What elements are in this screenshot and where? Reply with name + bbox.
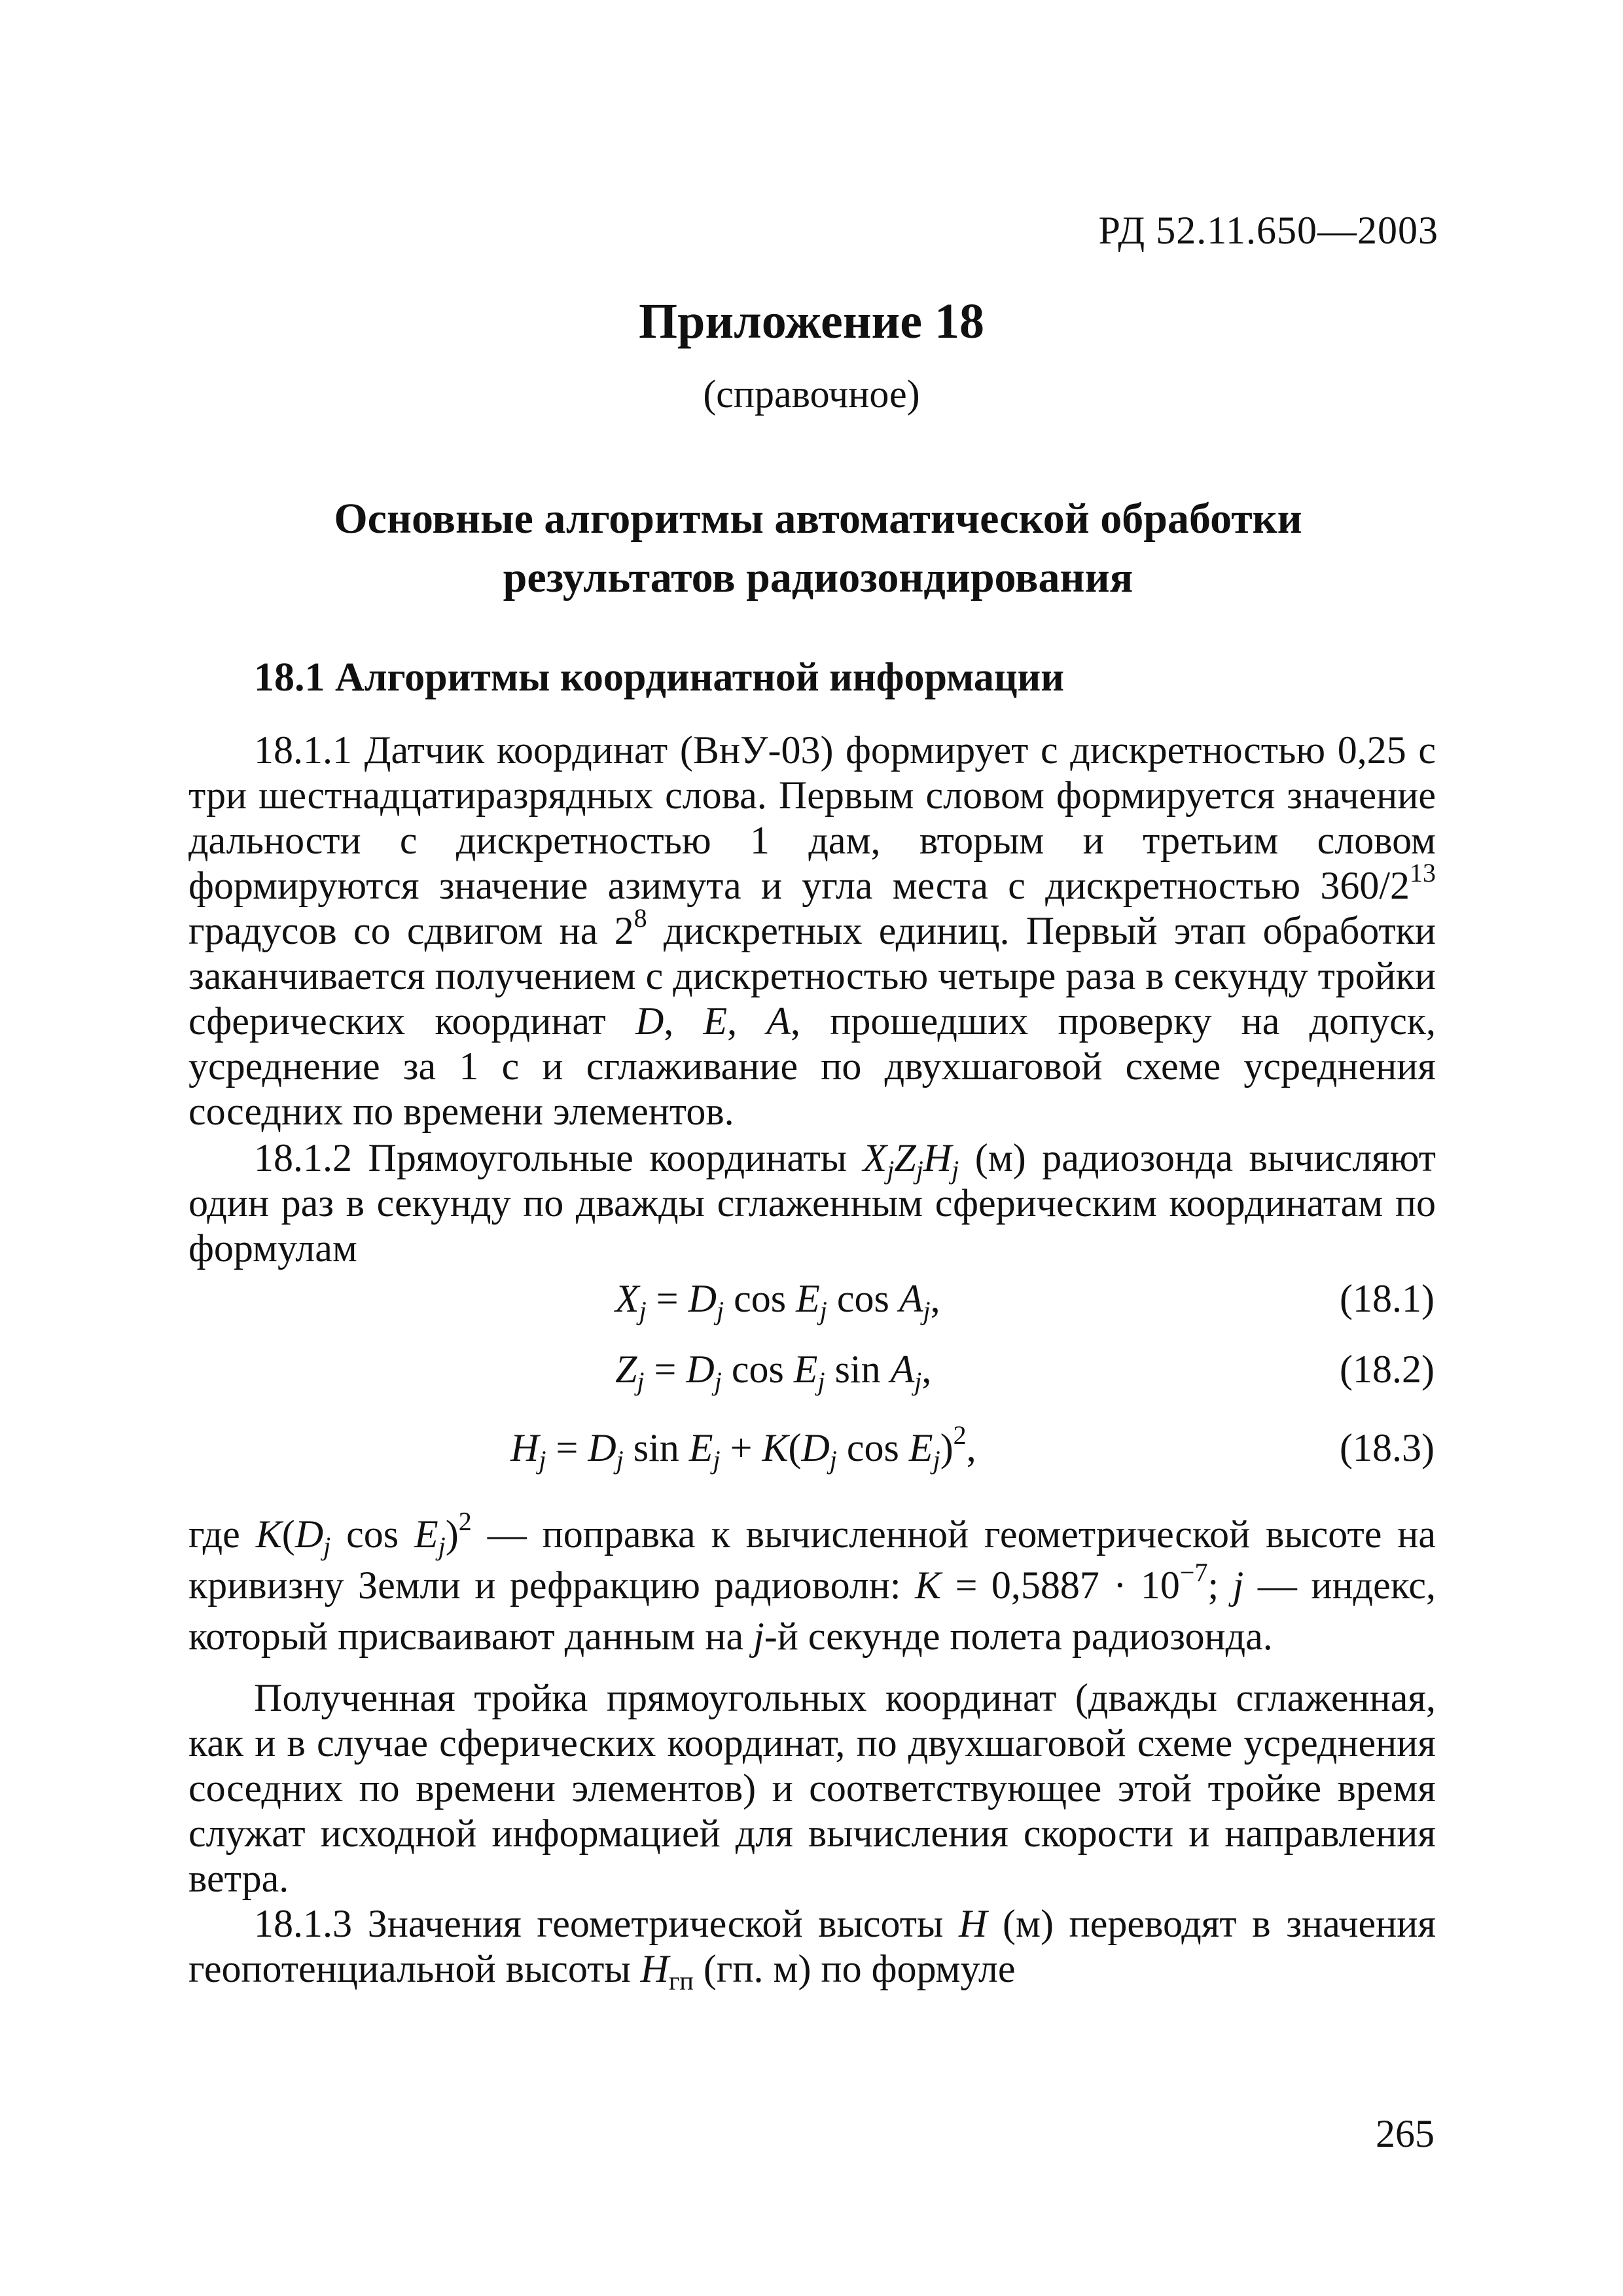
document-title-line2: результатов радиозондирования bbox=[503, 554, 1133, 601]
page-number: 265 bbox=[1376, 2112, 1435, 2155]
equation-number: (18.2) bbox=[1340, 1348, 1435, 1391]
equation-number: (18.3) bbox=[1340, 1426, 1435, 1469]
paragraph-18-1-1: 18.1.1 Датчик координат (ВнУ-03) формирует с дискретностью 0,25 с три шестнадцатиразрядных слова. Первым словом формируется значение дальности с дискретностью 1 дам, вторым и третьим словом формируются значение азимута и угла места с дискретностью $360/2^{13}$ градусов со сдвигом на $2^8$ дискретных единиц. Первый этап обработки заканчивается получением с дискретностью четыре раза в секунду тройки сферических координат D, E, A, прошедших проверку на допуск, усреднение за 1 с и сглаживание по двухшаговой схеме усреднения соседних по времени элементов. bbox=[188, 728, 1436, 1133]
paragraph-18-1-2: 18.1.2 Прямоугольные координаты $X_jZ_jH_j$ (м) радиозонда вычисляют один раз в секунду по дважды сглаженным сферическим координатам по формулам bbox=[188, 1136, 1436, 1270]
document-title-line1: Основные алгоритмы автоматической обработки bbox=[334, 495, 1302, 543]
document-code: РД 52.11.650—2003 bbox=[1098, 209, 1438, 252]
appendix-title: Приложение 18 bbox=[638, 294, 985, 349]
paragraph-18-1-3: 18.1.3 Значения геометрической высоты H (м) переводят в значения геопотенциальной высоты $H_{гп}$ (гп. м) по формуле bbox=[188, 1902, 1436, 1996]
paragraph-where: где $K(D_j$ $\cos E_j)^2$ — поправка к вычисленной геометрической высоте на кривизну Земли и рефракцию радиоволн: $K = 0,5887 \cdot 10^{-7}$; j — индекс, который присваивают данным на j-й секунде полета радиозонда. bbox=[188, 1507, 1436, 1658]
equation-18-3: $H_j = D_j$ $\sin E_j + K(D_j$ $\cos E_j)^2$, bbox=[510, 1420, 976, 1475]
paragraph-wind-data: Полученная тройка прямоугольных координат (дважды сглаженная, как и в случае сферических координат, по двухшаговой схеме усреднения соседних по времени элементов) и соответствующее этой тройке время служат исходной информацией для вычисления скорости и направления ветра. bbox=[188, 1676, 1436, 1900]
equation-number: (18.1) bbox=[1340, 1277, 1435, 1320]
section-heading: 18.1 Алгоритмы координатной информации bbox=[254, 655, 1065, 700]
equation-18-1: $X_j = D_j$ $\cos E_j$ $\cos A_j$, bbox=[615, 1277, 940, 1325]
document-title bbox=[196, 490, 1440, 607]
equation-18-2: $Z_j = D_j$ $\cos E_j$ $\sin A_j$, bbox=[615, 1348, 932, 1396]
appendix-note: (справочное) bbox=[703, 372, 920, 416]
